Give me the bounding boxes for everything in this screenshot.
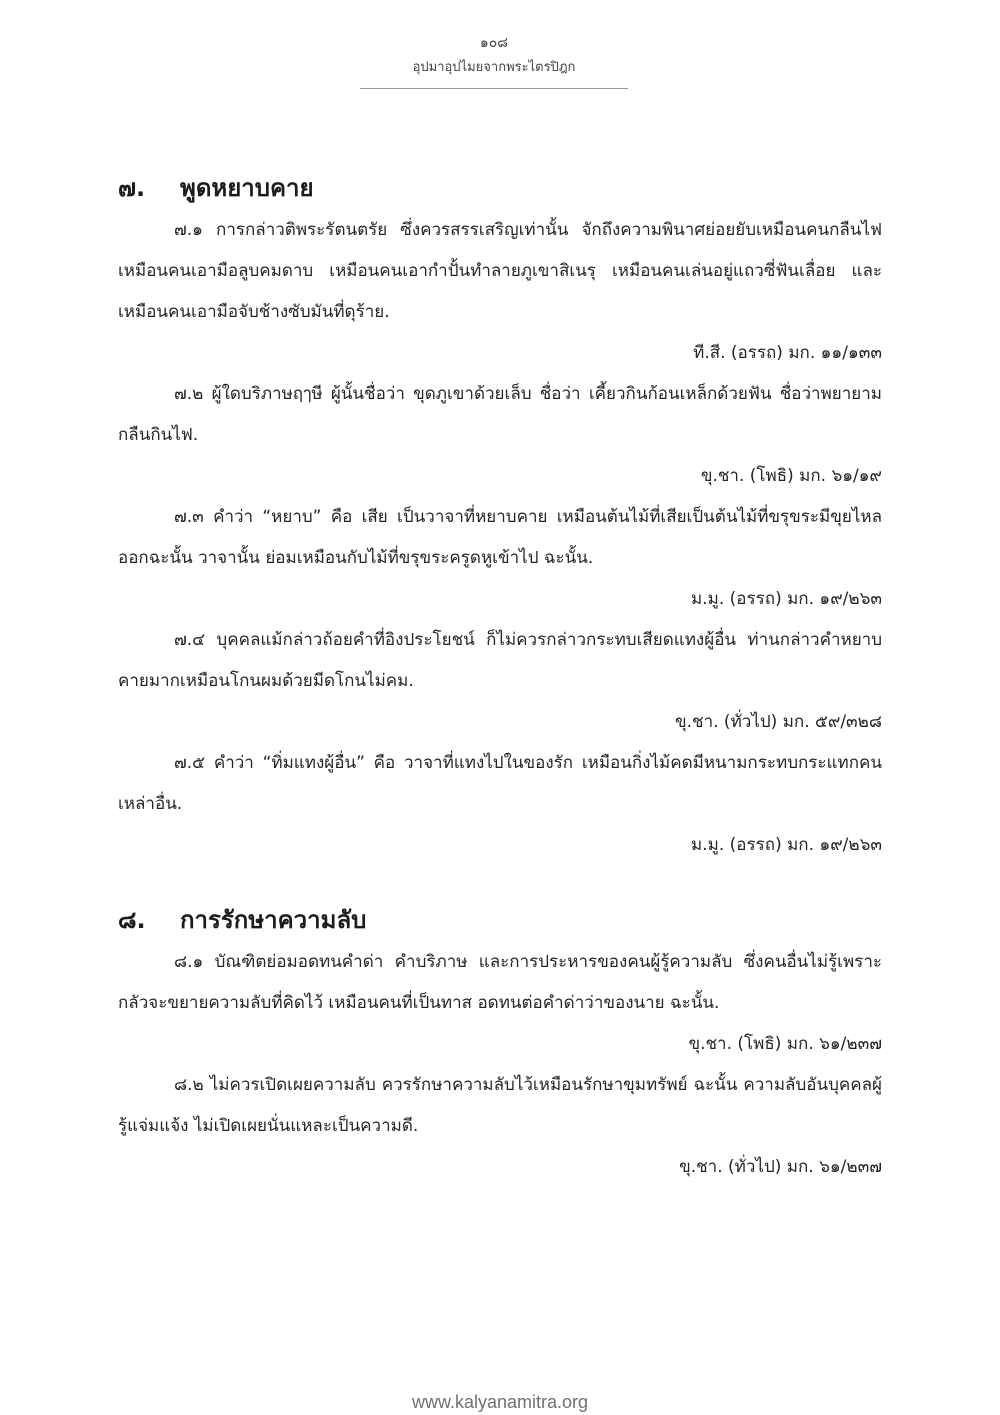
entry-text: ๗.๕ คำว่า “ทิ่มแทงผู้อื่น” คือ วาจาที่แทงไปในของรัก เหมือนกิ่งไม้คดมีหนามกระทบกระแทกคนเหล่าอื่น. — [118, 753, 882, 814]
entry-text: ๘.๑ บัณฑิตย่อมอดทนคำด่า คำบริภาษ และการประหารของคนผู้รู้ความลับ ซึ่งคนอื่นไม่รู้เพราะกลัวจะขยายความลับที่คิดไว้ เหมือนคนที่เป็นทาส อดทนต่อคำด่าว่าของนาย ฉะนั้น. — [118, 952, 882, 1013]
section-number: ๘. — [118, 906, 146, 934]
entry-text: ๗.๑ การกล่าวติพระรัตนตรัย ซึ่งควรสรรเสริญเท่านั้น จักถึงความพินาศย่อยยับเหมือนคนกลืนไฟ เหมือนคนเอามือลูบคมดาบ เหมือนคนเอากำปั้นทำลายภูเขาสิเนรุ เหมือนคนเล่นอยู่แถวซี่ฟันเลื่อย และเหมือนคนเอามือจับช้างซับมันที่ดุร้าย. — [118, 220, 882, 322]
page-content — [118, 168, 882, 1188]
header-divider — [360, 88, 628, 89]
book-title: อุปมาอุปไมยจากพระไตรปิฎก — [412, 60, 576, 75]
section-rude-speech — [118, 168, 882, 866]
entry-text: ๗.๒ ผู้ใดบริภาษฤๅษี ผู้นั้นชื่อว่า ขุดภูเขาด้วยเล็บ ชื่อว่า เคี้ยวกินก้อนเหล็กด้วยฟัน ชื่อว่าพยายามกลืนกินไฟ. — [118, 384, 882, 445]
page-number: ๑๐๘ — [479, 35, 509, 51]
entry-reference: ขุ.ชา. (โพธิ) มก. ๖๑/๒๓๗ — [688, 1034, 882, 1054]
entry-text: ๗.๔ บุคคลแม้กล่าวถ้อยคำที่อิงประโยชน์ ก็ไม่ควรกล่าวกระทบเสียดแทงผู้อื่น ท่านกล่าวคำหยาบคายมากเหมือนโกนผมด้วยมีดโกนไม่คม. — [118, 630, 882, 691]
entry-text: ๘.๒ ไม่ควรเปิดเผยความลับ ควรรักษาความลับไว้เหมือนรักษาขุมทรัพย์ ฉะนั้น ความลับอันบุคคลผู้รู้แจ่มแจ้ง ไม่เปิดเผยนั่นแหละเป็นความดี. — [118, 1075, 882, 1136]
section-heading — [118, 168, 882, 208]
section-number: ๗. — [118, 174, 146, 202]
page-header — [360, 34, 628, 89]
section-keeping-secrets — [118, 900, 882, 1188]
section-title: การรักษาความลับ — [180, 906, 367, 934]
section-title: พูดหยาบคาย — [180, 174, 314, 202]
entry-reference: ขุ.ชา. (โพธิ) มก. ๖๑/๑๙ — [700, 466, 882, 486]
entry-reference: ม.มู. (อรรถ) มก. ๑๙/๒๖๓ — [691, 589, 882, 609]
entry-reference: ม.มู. (อรรถ) มก. ๑๙/๒๖๓ — [691, 835, 882, 855]
section-heading — [118, 900, 882, 940]
entry-reference: ขุ.ชา. (ทั่วไป) มก. ๖๑/๒๓๗ — [679, 1157, 882, 1177]
entry-text: ๗.๓ คำว่า “หยาบ” คือ เสีย เป็นวาจาที่หยาบคาย เหมือนต้นไม้ที่เสียเป็นต้นไม้ที่ขรุขระมีขุยไหลออกฉะนั้น วาจานั้น ย่อมเหมือนกับไม้ที่ขรุขระครูดหูเข้าไป ฉะนั้น. — [118, 507, 882, 568]
entry-reference: ที.สี. (อรรถ) มก. ๑๑/๑๓๓ — [693, 343, 882, 363]
entry-reference: ขุ.ชา. (ทั่วไป) มก. ๕๙/๓๒๘ — [675, 712, 882, 732]
footer-website-url: www.kalyanamitra.org — [411, 1392, 589, 1412]
